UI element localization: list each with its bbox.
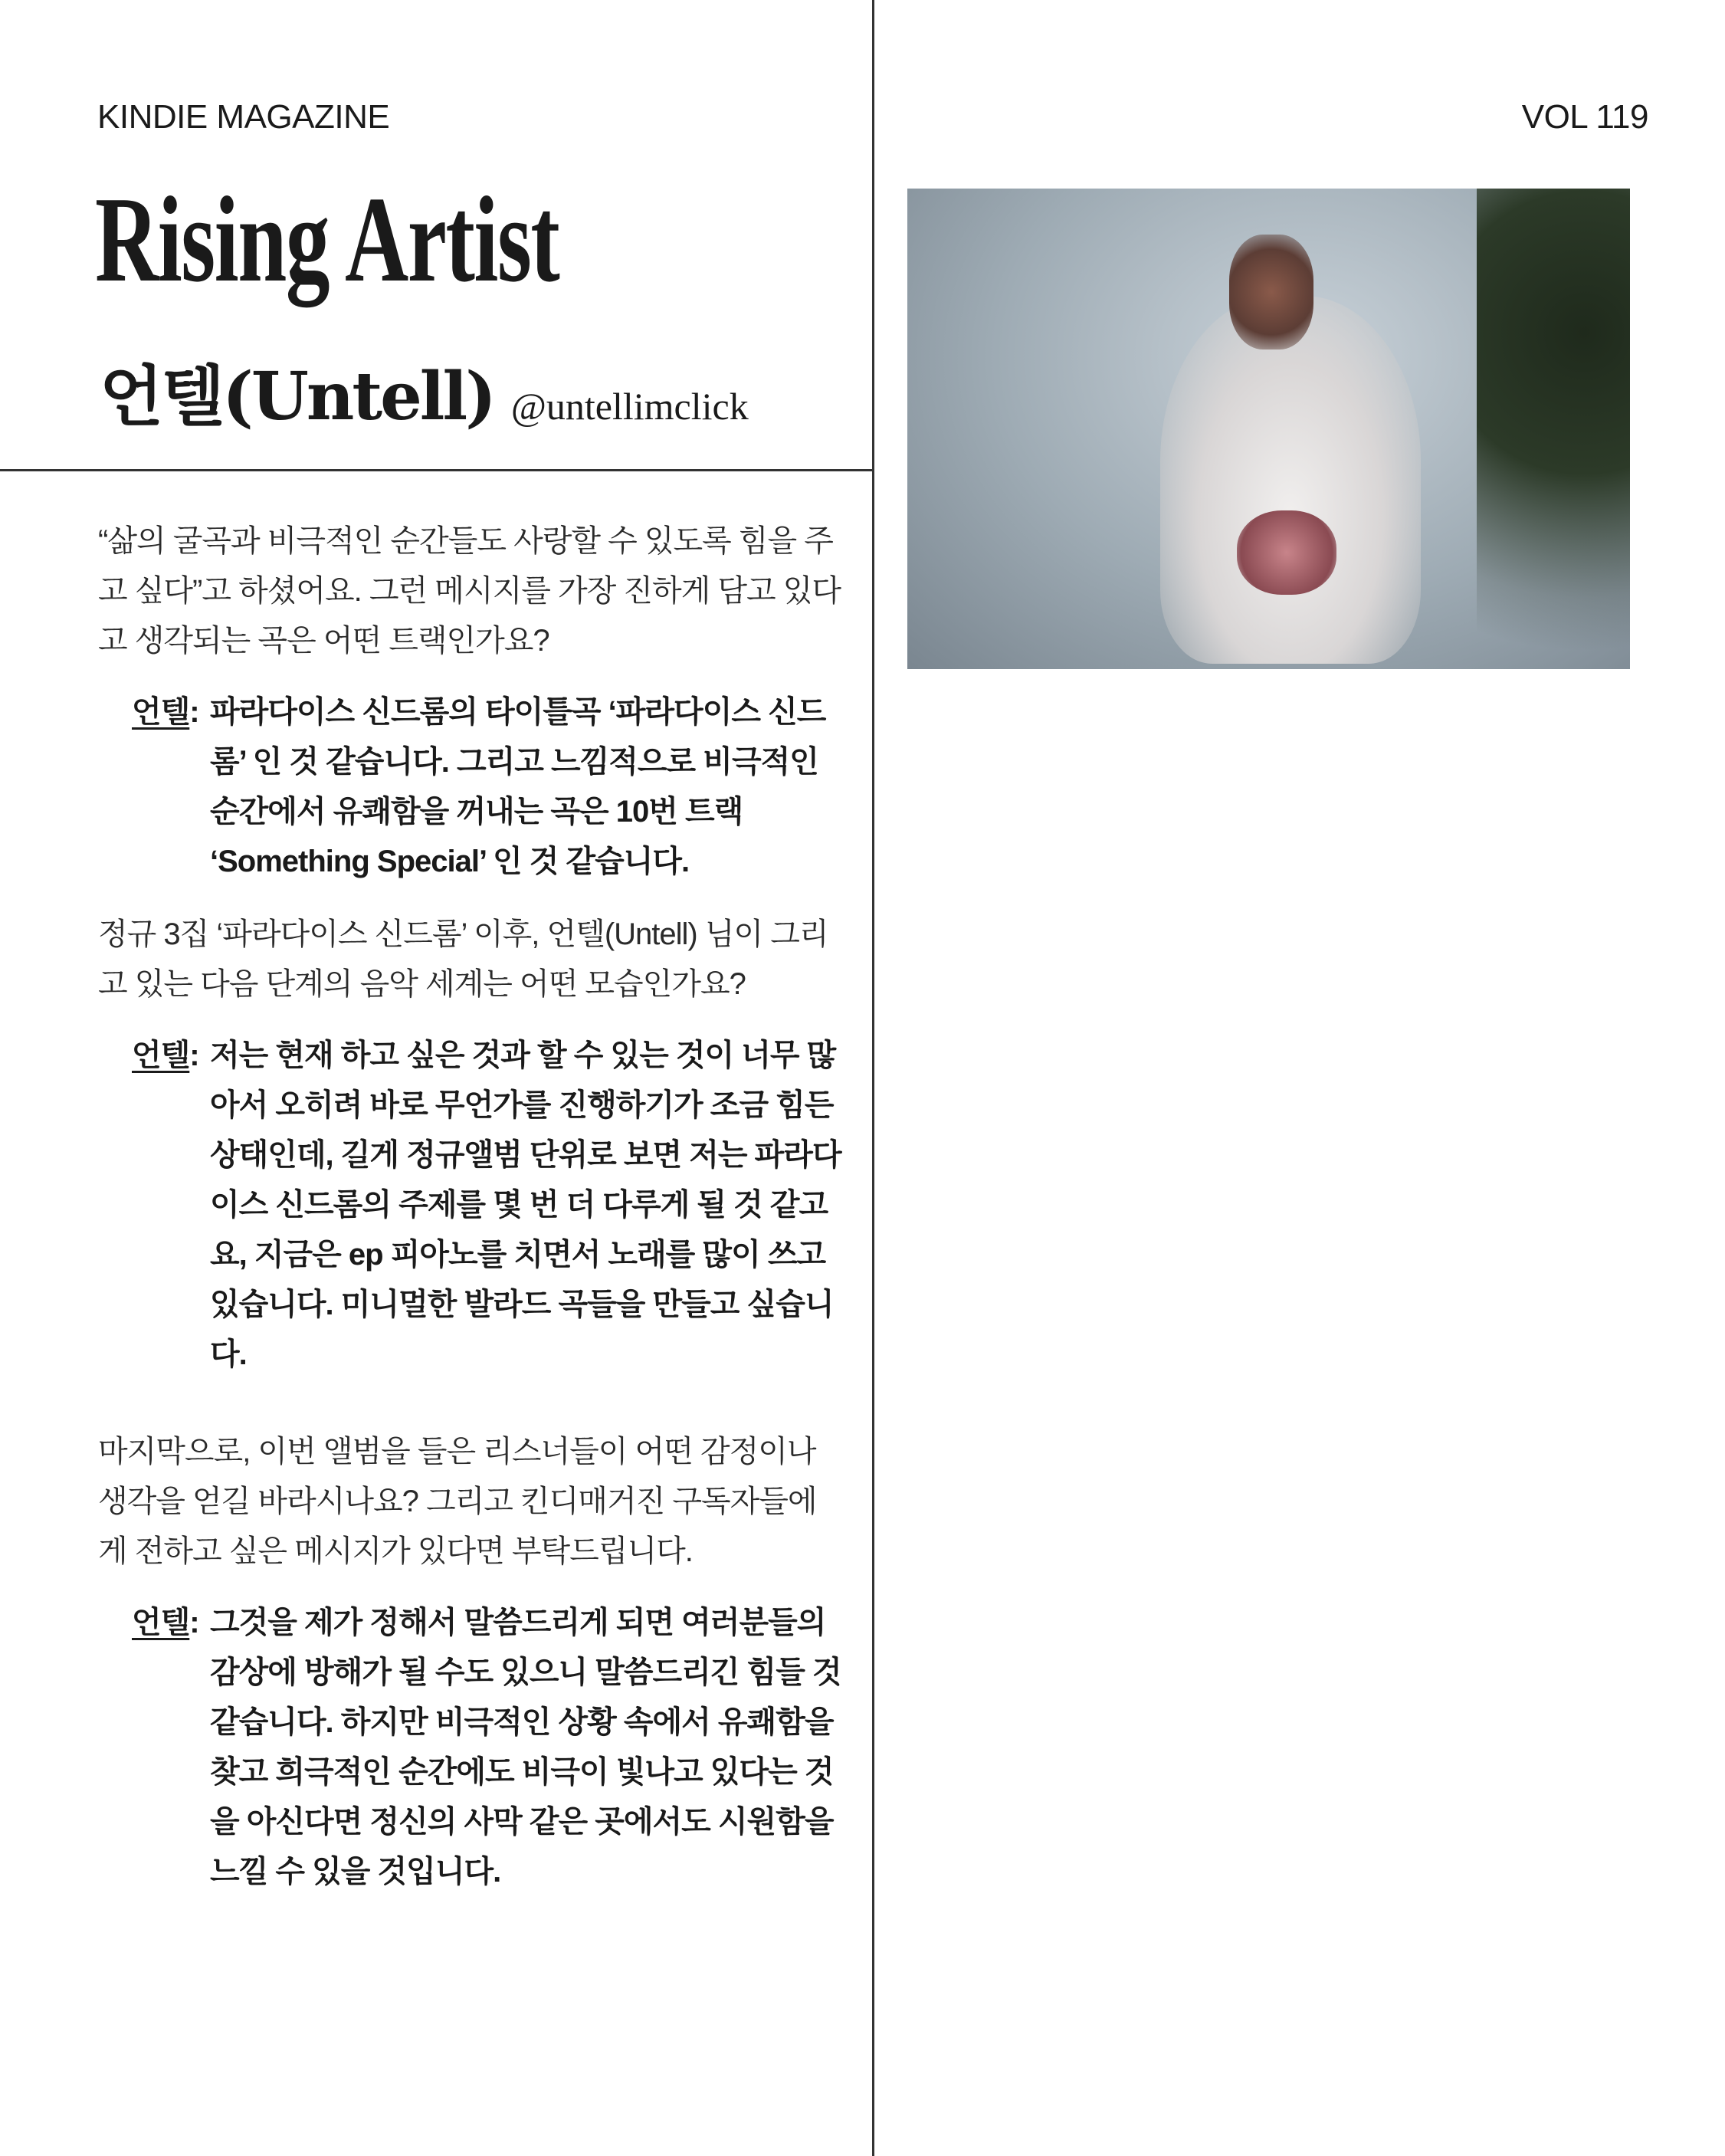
- artist-heading: [100, 343, 749, 438]
- question-1: “삶의 굴곡과 비극적인 순간들도 사랑할 수 있도록 힘을 주고 싶다”고 하셨어요. 그런 메시지를 가장 진하게 담고 있다고 생각되는 곡은 어떤 트랙인가요?: [98, 524, 841, 658]
- question-2: 정규 3집 ‘파라다이스 신드롬’ 이후, 언텔(Untell) 님이 그리고 있는 다음 단계의 음악 세계는 어떤 모습인가요?: [98, 917, 828, 1001]
- costumed-figure: [1160, 296, 1421, 664]
- answer-3: [98, 1598, 845, 1897]
- magazine-name: KINDIE MAGAZINE: [97, 98, 390, 136]
- trees-background: [1477, 189, 1630, 669]
- artist-photo: [907, 189, 1630, 669]
- answer-text: 파라다이스 신드롬의 타이틀곡 ‘파라다이스 신드롬’ 인 것 같습니다. 그리고 느낌적으로 비극적인 순간에서 유쾌함을 꺼내는 곡은 10번 트랙 ‘Something Special’ 인 것 같습니다.: [210, 695, 826, 878]
- figure-bag: [1237, 510, 1336, 595]
- question-3: 마지막으로, 이번 앨범을 들은 리스너들이 어떤 감정이나 생각을 얻길 바라시나요? 그리고 킨디매거진 구독자들에게 전하고 싶은 메시지가 있다면 부탁드립니다.: [98, 1435, 817, 1568]
- answer-text: 저는 현재 하고 싶은 것과 할 수 있는 것이 너무 많아서 오히려 바로 무언가를 진행하기가 조금 힘든 상태인데, 길게 정규앨범 단위로 보면 저는 파라다이스 신드롬의 주제를 몇 번 더 다루게 될 것 같고요, 지금은 ep 피아노를 치면서 노래를 많이 쓰고 있습니다. 미니멀한 발라드 곡들을 만들고 싶습니다.: [210, 1039, 841, 1371]
- answer-1: [98, 687, 845, 887]
- artist-handle: @untellimclick: [510, 385, 749, 428]
- figure-headpiece: [1229, 235, 1313, 349]
- section-title: Rising Artist: [95, 171, 559, 307]
- answer-2: [98, 1031, 845, 1380]
- answer-text: 그것을 제가 정해서 말씀드리게 되면 여러분들의 감상에 방해가 될 수도 있으니 말씀드리긴 힘들 것 같습니다. 하지만 비극적인 상황 속에서 유쾌함을 찾고 희극적인 순간에도 비극이 빛나고 있다는 것을 아신다면 정신의 사막 같은 곳에서도 시원함을 느낄 수 있을 것입니다.: [210, 1606, 841, 1889]
- artist-name: 언텔(Untell): [100, 358, 494, 435]
- column-divider: [872, 0, 874, 2156]
- speaker-label: 언텔:: [132, 1606, 199, 1639]
- interview-body: [98, 517, 845, 1920]
- volume-number: VOL 119: [1521, 98, 1648, 136]
- speaker-label: 언텔:: [132, 1039, 199, 1072]
- speaker-label: 언텔:: [132, 695, 199, 729]
- header-divider: [0, 469, 874, 471]
